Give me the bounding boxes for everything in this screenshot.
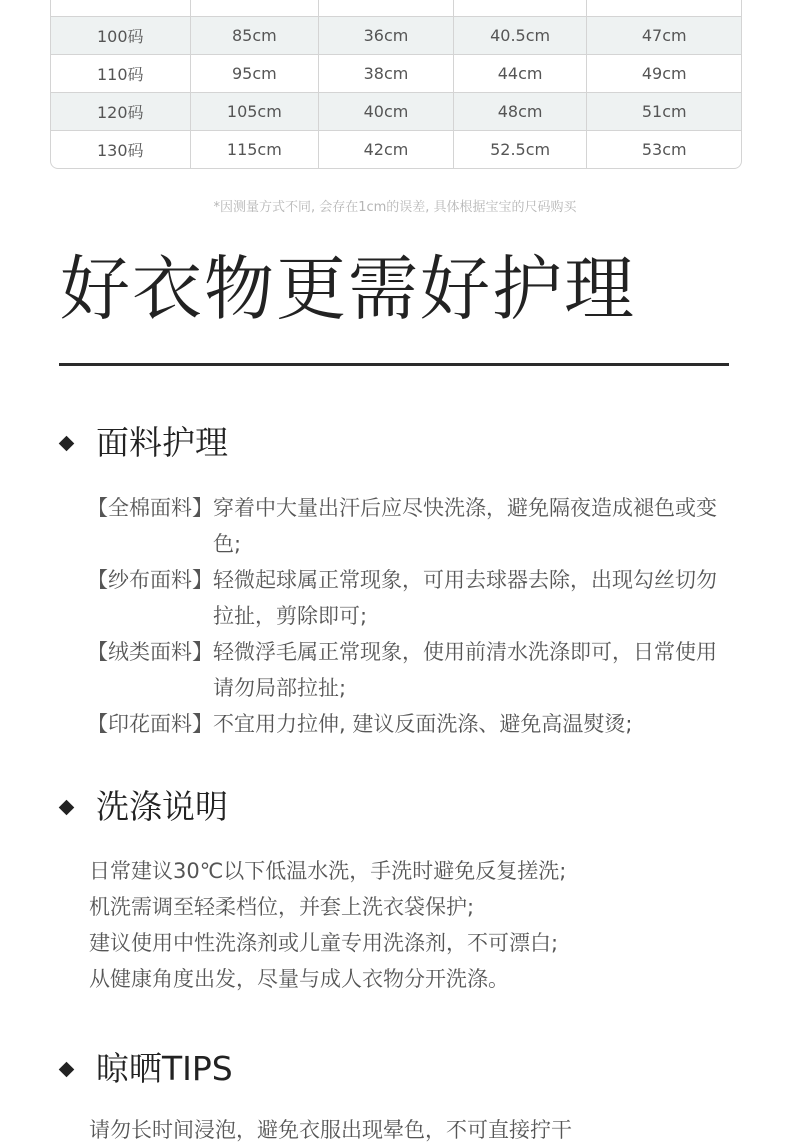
table-cell: 44cm [454, 55, 588, 93]
list-item: 从健康角度出发，尽量与成人衣物分开洗涤。 [89, 967, 509, 991]
section-title: 洗涤说明 [96, 787, 228, 826]
list-item: 日常建议30℃以下低温水洗，手洗时避免反复搓洗; [89, 859, 567, 883]
table-row [51, 55, 741, 93]
measurement-note: *因测量方式不同, 会存在1cm的误差, 具体根据宝宝的尺码购买 [213, 200, 577, 215]
list-item [87, 706, 737, 742]
table-row [51, 0, 741, 17]
section-title: 面料护理 [96, 423, 228, 462]
table-cell: 120码 [51, 93, 191, 131]
fabric-text: 轻微浮毛属正常现象，使用前清水洗涤即可，日常使用请勿局部拉扯; [213, 640, 717, 700]
table-cell [191, 0, 320, 17]
table-cell [319, 0, 454, 17]
table-cell [51, 0, 191, 17]
table-row [51, 93, 741, 131]
table-row [51, 17, 741, 55]
size-table [50, 0, 742, 169]
fabric-text: 不宜用力拉伸, 建议反面洗涤、避免高温熨烫; [213, 712, 633, 736]
table-cell [587, 0, 741, 17]
list-item [87, 634, 737, 706]
diamond-bullet-icon [59, 799, 75, 815]
table-cell: 48cm [454, 93, 588, 131]
table-cell [454, 0, 588, 17]
list-item [87, 562, 737, 634]
drying-list [89, 1112, 739, 1148]
list-item: 建议使用中性洗涤剂或儿童专用洗涤剂，不可漂白; [89, 931, 559, 955]
table-cell: 130码 [51, 131, 191, 168]
washing-list [89, 853, 739, 997]
diamond-bullet-icon [59, 435, 75, 451]
section-heading-drying [58, 1049, 233, 1089]
fabric-text: 穿着中大量出汗后应尽快洗涤，避免隔夜造成褪色或变色; [213, 496, 717, 556]
list-item [87, 490, 737, 562]
fabric-label: 【全棉面料】 [87, 496, 213, 520]
table-cell: 53cm [641, 140, 687, 159]
fabric-label: 【绒类面料】 [87, 640, 213, 664]
table-cell: 36cm [319, 17, 454, 55]
fabric-text: 轻微起球属正常现象，可用去球器去除，出现勾丝切勿拉扯，剪除即可; [213, 568, 717, 628]
table-cell: 49cm [587, 55, 741, 93]
page-title: 好衣物更需好护理 [60, 248, 636, 330]
fabric-care-list [87, 490, 737, 742]
section-heading-washing [58, 787, 228, 827]
diamond-bullet-icon [59, 1061, 75, 1077]
section-title: 晾晒TIPS [96, 1049, 233, 1088]
table-cell: 40.5cm [454, 17, 588, 55]
table-cell: 115cm [191, 131, 320, 168]
list-item: 请勿长时间浸泡，避免衣服出现晕色，不可直接拧干 [89, 1118, 572, 1142]
table-cell: 85cm [191, 17, 320, 55]
list-item: 机洗需调至轻柔档位，并套上洗衣袋保护; [89, 895, 475, 919]
table-cell: 95cm [191, 55, 320, 93]
table-cell: 38cm [319, 55, 454, 93]
fabric-label: 【纱布面料】 [87, 568, 213, 592]
table-cell: 51cm [587, 93, 741, 131]
table-cell: 52.5cm [454, 131, 588, 168]
fabric-label: 【印花面料】 [87, 712, 213, 736]
table-cell: 105cm [191, 93, 320, 131]
table-cell: 47cm [587, 17, 741, 55]
table-cell: 42cm [319, 131, 454, 168]
table-cell: 40cm [319, 93, 454, 131]
table-cell: 110码 [51, 55, 191, 93]
table-row [51, 131, 741, 168]
section-heading-fabric-care [58, 423, 228, 463]
table-cell: 100码 [51, 17, 191, 55]
title-divider [59, 363, 729, 366]
